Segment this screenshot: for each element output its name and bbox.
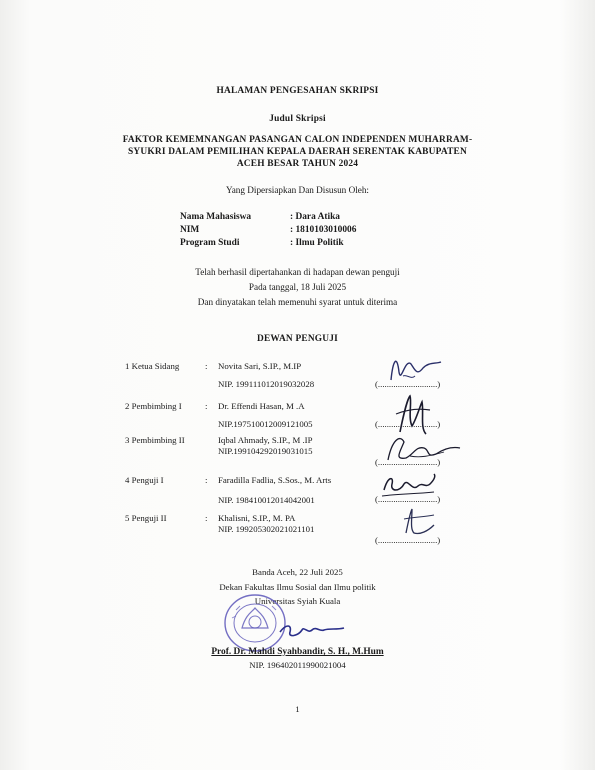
examiner-colon: : [205,361,208,371]
place-date: Banda Aceh, 22 Juli 2025 [252,567,343,577]
student-program-value: : Ilmu Politik [290,238,344,248]
student-name-label: Nama Mahasiswa [180,212,252,222]
examiner-role: 5 Penguji II [125,513,167,523]
examiner-role: 4 Penguji I [125,475,164,485]
signature-examiner-3 [380,432,465,466]
dean-title: Dekan Fakultas Ilmu Sosial dan Ilmu politik [219,582,376,592]
signature-examiner-4 [378,470,440,500]
page-heading: HALAMAN PENGESAHAN SKRIPSI [216,86,379,96]
signature-examiner-1 [385,350,445,386]
defense-line-2: Pada tanggal, 18 Juli 2025 [248,282,347,292]
thesis-title-line-1: FAKTOR KEMEMNANGAN PASANGAN CALON INDEPENDEN MUHARRAM- [122,135,473,145]
examiner-name: Novita Sari, S.IP., M.IP [218,361,302,371]
examiner-name: Faradilla Fadlia, S.Sos., M. Arts [218,475,332,485]
signature-examiner-5 [398,505,440,539]
examiner-name: Iqbal Ahmady, S.IP., M .IP [218,435,313,445]
signature-slot: (...........................) [375,457,441,467]
examiners-heading: DEWAN PENGUJI [257,334,338,344]
prepared-by-label: Yang Dipersiapkan Dan Disusun Oleh: [226,185,369,195]
examiner-nip: NIP.199104292019031015 [218,446,313,456]
defense-line-3: Dan dinyatakan telah memenuhi syarat untuk diterima [197,297,398,307]
dean-name: Prof. Dr. Mahdi Syahbandir, S. H., M.Hum [211,647,384,657]
examiner-nip: NIP. 199111012019032028 [218,379,315,389]
page-number: 1 [295,704,300,714]
signature-slot: (...........................) [375,535,441,545]
thesis-title-line-2: SYUKRI DALAM PEMILIHAN KEPALA DAERAH SERENTAK KABUPATEN [128,147,467,157]
signature-slot: (...........................) [375,379,441,389]
thesis-title-label: Judul Skripsi [269,114,326,124]
examiner-colon: : [205,475,208,485]
student-nim-value: : 1810103010006 [290,225,357,235]
dean-nip: NIP. 196402011990021004 [249,660,346,670]
examiner-role: 1 Ketua Sidang [125,361,180,371]
examiner-name: Dr. Effendi Hasan, M .A [218,401,305,411]
signature-dean [276,616,348,642]
examiner-colon: : [205,513,208,523]
examiner-name: Khalisni, S.IP., M. PA [218,513,296,523]
examiner-role: 3 Pembimbing II [125,435,185,445]
student-name-value: : Dara Atika [290,212,340,222]
signature-examiner-2 [390,392,440,436]
examiner-role: 2 Pembimbing I [125,401,182,411]
defense-line-1: Telah berhasil dipertahankan di hadapan dewan penguji [195,267,400,277]
examiner-nip: NIP. 199205302021021101 [218,524,315,534]
signature-slot: (...........................) [375,419,441,429]
examiner-colon: : [205,401,208,411]
examiner-nip: NIP. 198410012014042001 [218,495,315,505]
university-name: Universitas Syiah Kuala [254,596,341,606]
thesis-title-line-3: ACEH BESAR TAHUN 2024 [236,159,359,169]
student-program-label: Program Studi [180,238,240,248]
signature-slot: (...........................) [375,494,441,504]
examiner-nip: NIP.197510012009121005 [218,419,313,429]
student-nim-label: NIM [180,225,200,235]
